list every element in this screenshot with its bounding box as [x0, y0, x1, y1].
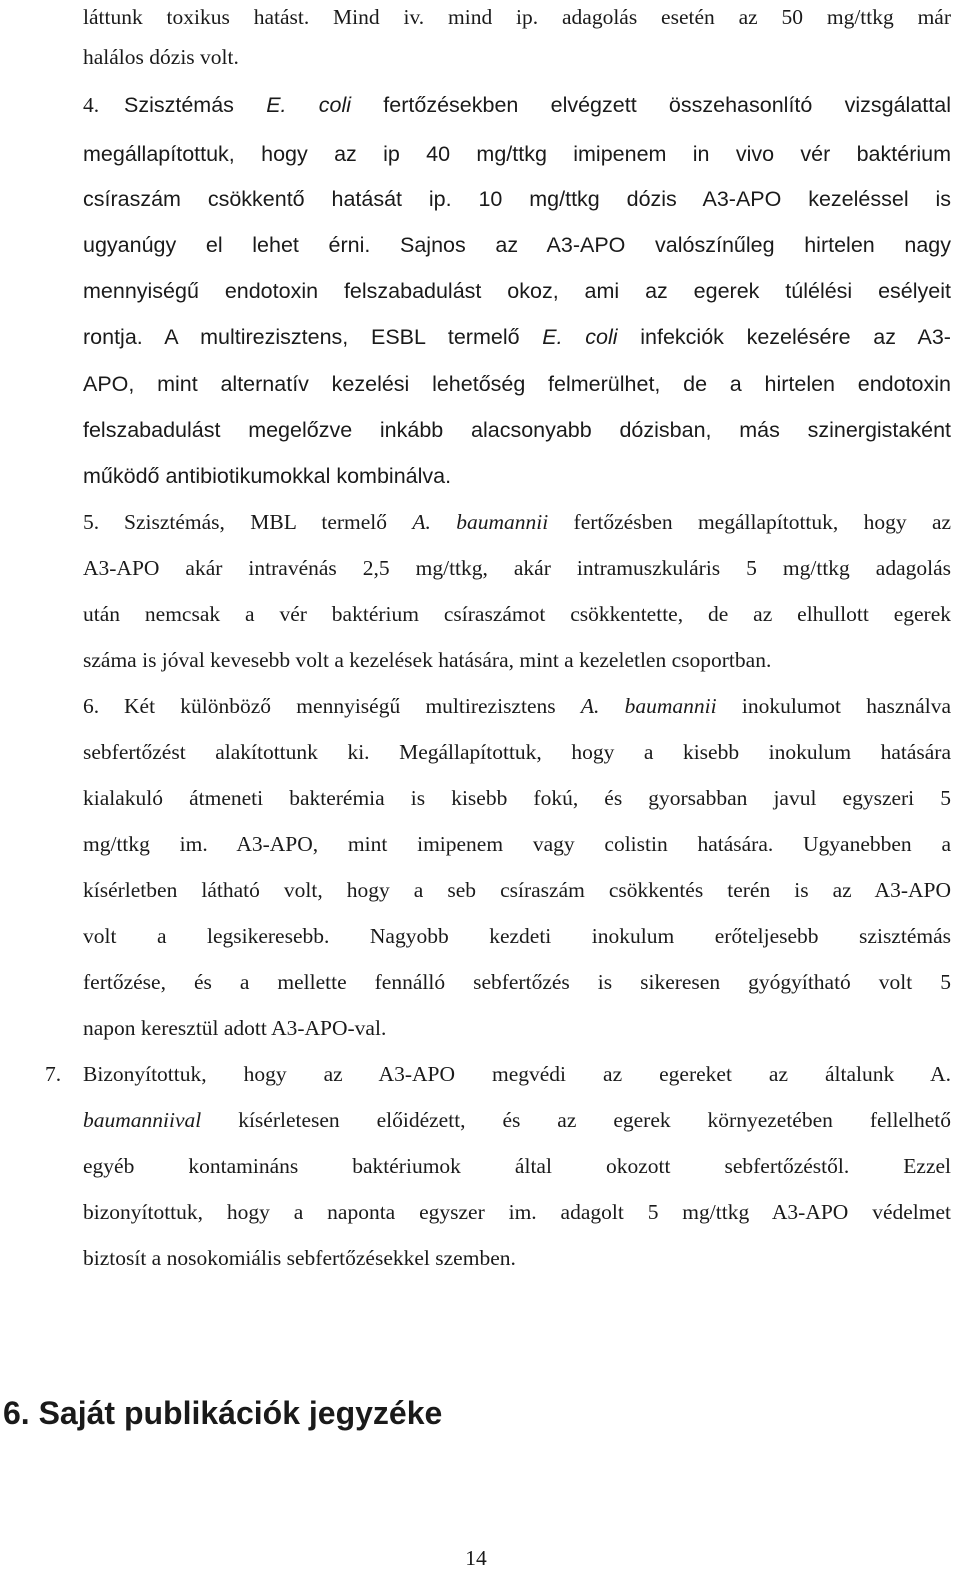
text-line: baumanniival kísérletesen előidézett, és az egerek környezetében fellelhető: [83, 1108, 951, 1132]
page-number: 14: [465, 1546, 487, 1570]
text-line: volt a legsikeresebb. Nagyobb kezdeti inokulum erőteljesebb szisztémás: [83, 924, 951, 948]
text-line: APO, mint alternatív kezelési lehetőség felmerülhet, de a hirtelen endotoxin: [83, 372, 951, 396]
text-line: napon keresztül adott A3-APO-val.: [83, 1016, 387, 1040]
text-line: Bizonyítottuk, hogy az A3-APO megvédi az egereket az általunk A.: [83, 1062, 951, 1086]
text-line: kialakuló átmeneti bakterémia is kisebb fokú, és gyorsabban javul egyszeri 5: [83, 786, 951, 810]
text-line: mg/ttkg im. A3-APO, mint imipenem vagy colistin hatására. Ugyanebben a: [83, 832, 951, 856]
text-line: működő antibiotikumokkal kombinálva.: [83, 464, 452, 488]
list-number: 6.: [83, 694, 100, 718]
text-line: rontja. A multirezisztens, ESBL termelő E. coli infekciók kezelésére az A3-: [83, 325, 951, 349]
text-line: felszabadulást megelőzve inkább alacsonyabb dózisban, más szinergistaként: [83, 418, 951, 442]
text-line: egyéb kontamináns baktériumok által okozott sebfertőzéstől. Ezzel: [83, 1154, 951, 1178]
text-line: fertőzése, és a mellette fennálló sebfertőzés is sikeresen gyógyítható volt 5: [83, 970, 951, 994]
text-line: láttunk toxikus hatást. Mind iv. mind ip. adagolás esetén az 50 mg/ttkg már: [83, 5, 951, 29]
text-line: után nemcsak a vér baktérium csíraszámot csökkentette, de az elhullott egerek: [83, 602, 951, 626]
text-line: bizonyítottuk, hogy a naponta egyszer im. adagolt 5 mg/ttkg A3-APO védelmet: [83, 1200, 951, 1224]
text-line: Szisztémás E. coli fertőzésekben elvégzett összehasonlító vizsgálattal: [124, 93, 951, 117]
text-line: kísérletben látható volt, hogy a seb csíraszám csökkentés terén is az A3-APO: [83, 878, 951, 902]
text-line: csíraszám csökkentő hatását ip. 10 mg/ttkg dózis A3-APO kezeléssel is: [83, 187, 951, 211]
list-number: 7.: [45, 1062, 62, 1086]
text-line: száma is jóval kevesebb volt a kezelések hatására, mint a kezeletlen csoportban.: [83, 648, 772, 672]
text-line: ugyanúgy el lehet érni. Sajnos az A3-APO valószínűleg hirtelen nagy: [83, 233, 951, 257]
list-number: 4.: [83, 93, 100, 117]
text-line: Két különböző mennyiségű multirezisztens A. baumannii inokulumot használva: [124, 694, 951, 718]
section-heading: 6. Saját publikációk jegyzéke: [3, 1395, 443, 1431]
list-number: 5.: [83, 510, 100, 534]
text-line: sebfertőzést alakítottunk ki. Megállapítottuk, hogy a kisebb inokulum hatására: [83, 740, 951, 764]
text-line: halálos dózis volt.: [83, 45, 239, 69]
text-line: mennyiségű endotoxin felszabadulást okoz, ami az egerek túlélési esélyeit: [83, 279, 951, 303]
text-line: A3-APO akár intravénás 2,5 mg/ttkg, akár intramuszkuláris 5 mg/ttkg adagolás: [83, 556, 951, 580]
text-line: megállapítottuk, hogy az ip 40 mg/ttkg imipenem in vivo vér baktérium: [83, 142, 951, 166]
text-line: biztosít a nosokomiális sebfertőzésekkel szemben.: [83, 1246, 516, 1270]
text-line: Szisztémás, MBL termelő A. baumannii fertőzésben megállapítottuk, hogy az: [124, 510, 952, 534]
